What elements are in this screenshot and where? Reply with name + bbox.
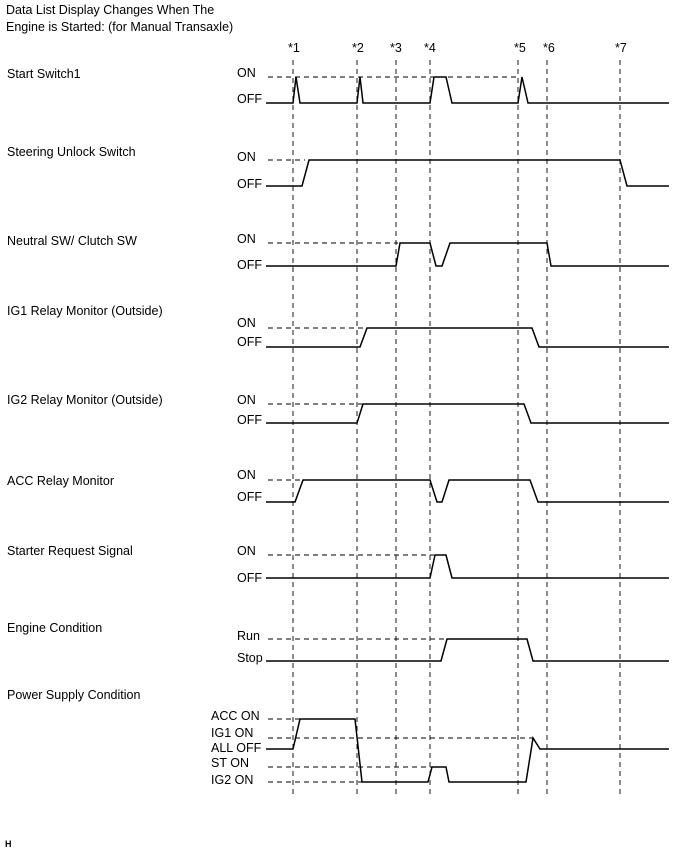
waveform [266, 160, 669, 186]
event-label-1: *1 [288, 41, 300, 55]
level-label-on: ON [237, 316, 256, 330]
level-label-run: Run [237, 629, 260, 643]
event-label-6: *6 [543, 41, 555, 55]
signal-power-supply-condition [7, 688, 669, 787]
level-label-off: OFF [237, 92, 262, 106]
signal-start-switch1 [7, 66, 669, 106]
level-label-on: ON [237, 393, 256, 407]
level-label-off: OFF [237, 258, 262, 272]
level-label-off: OFF [237, 490, 262, 504]
waveform [266, 480, 669, 502]
signal-steering-unlock-switch [7, 145, 669, 191]
signal-label: Starter Request Signal [7, 544, 133, 558]
level-label-off: OFF [237, 177, 262, 191]
waveform [266, 328, 669, 347]
level-label-ig1-on: IG1 ON [211, 726, 254, 740]
signal-starter-request [7, 544, 669, 585]
level-label-on: ON [237, 232, 256, 246]
signal-label: IG2 Relay Monitor (Outside) [7, 393, 163, 407]
signal-acc-relay-monitor [7, 468, 669, 504]
event-guides [293, 60, 620, 796]
event-label-2: *2 [352, 41, 364, 55]
level-label-on: ON [237, 66, 256, 80]
event-label-7: *7 [615, 41, 627, 55]
waveform [266, 243, 669, 266]
event-label-3: *3 [390, 41, 402, 55]
diagram-title-line2: Engine is Started: (for Manual Transaxle) [6, 20, 234, 34]
waveform [266, 555, 669, 578]
signal-ig2-relay-monitor [7, 393, 669, 427]
signal-label: Start Switch1 [7, 67, 81, 81]
level-label-all-off: ALL OFF [211, 741, 262, 755]
waveform [266, 719, 669, 782]
level-label-off: OFF [237, 571, 262, 585]
signal-engine-condition [7, 621, 669, 665]
event-label-4: *4 [424, 41, 436, 55]
signal-label: IG1 Relay Monitor (Outside) [7, 304, 163, 318]
level-label-on: ON [237, 468, 256, 482]
level-label-stop: Stop [237, 651, 263, 665]
signal-label: Engine Condition [7, 621, 103, 635]
level-label-on: ON [237, 150, 256, 164]
event-label-5: *5 [514, 41, 526, 55]
diagram-title-line1: Data List Display Changes When The [6, 3, 215, 17]
signal-ig1-relay-monitor [7, 304, 669, 349]
footer-mark: H [5, 839, 12, 849]
level-label-acc-on: ACC ON [211, 709, 260, 723]
level-label-off: OFF [237, 413, 262, 427]
waveform [266, 639, 669, 661]
waveform [266, 404, 669, 423]
signal-neutral-clutch-switch [7, 232, 669, 272]
waveform [266, 77, 669, 103]
signal-label: Neutral SW/ Clutch SW [7, 234, 137, 248]
signal-label: Power Supply Condition [7, 688, 141, 702]
signal-label: Steering Unlock Switch [7, 145, 136, 159]
level-label-st-on: ST ON [211, 756, 249, 770]
level-label-on: ON [237, 544, 256, 558]
level-label-ig2-on: IG2 ON [211, 773, 254, 787]
signal-label: ACC Relay Monitor [7, 474, 114, 488]
level-label-off: OFF [237, 335, 262, 349]
